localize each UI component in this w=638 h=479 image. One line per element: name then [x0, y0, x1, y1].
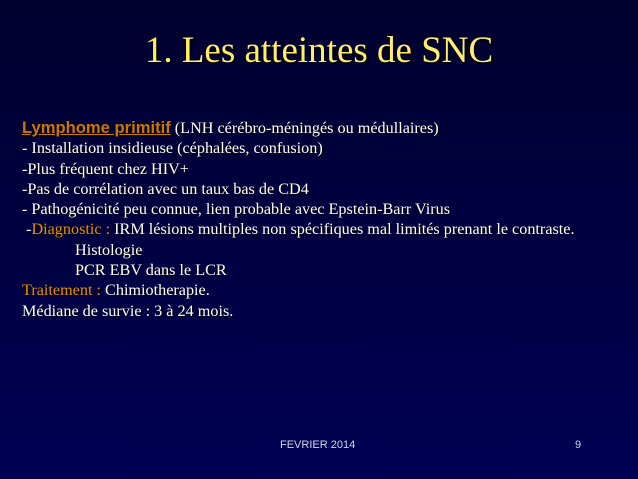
line-histologie: Histologie: [75, 240, 143, 259]
line-survie: Médiane de survie : 3 à 24 mois.: [22, 301, 234, 320]
slide-content: [22, 118, 618, 321]
traitement-label: Traitement :: [22, 281, 101, 300]
line-installation: - Installation insidieuse (céphalées, confusion): [22, 139, 323, 158]
line-cd4: -Pas de corrélation avec un taux bas de CD4: [22, 179, 309, 198]
diagnostic-label: Diagnostic :: [31, 220, 111, 239]
footer-page-number: 9: [575, 439, 582, 451]
line-traitement: [22, 280, 618, 300]
line-pcr: PCR EBV dans le LCR: [75, 261, 227, 280]
footer-date: FEVRIER 2014: [280, 439, 356, 451]
line-lymphome: [22, 118, 618, 138]
line-pathogenicite: - Pathogénicité peu connue, lien probable avec Epstein-Barr Virus: [22, 200, 451, 219]
line-diagnostic: [22, 219, 618, 239]
traitement-detail: Chimiotherapie.: [101, 281, 210, 300]
diagnostic-dash: -: [22, 220, 32, 239]
lymphome-heading: Lymphome primitif: [22, 118, 171, 137]
slide-title: 1. Les atteintes de SNC: [144, 30, 494, 71]
line-hiv: -Plus fréquent chez HIV+: [22, 159, 189, 178]
lymphome-detail: (LNH cérébro-méningés ou médullaires): [170, 119, 439, 137]
diagnostic-detail: IRM lésions multiples non spécifiques mal limités prenant le contraste.: [110, 220, 575, 239]
